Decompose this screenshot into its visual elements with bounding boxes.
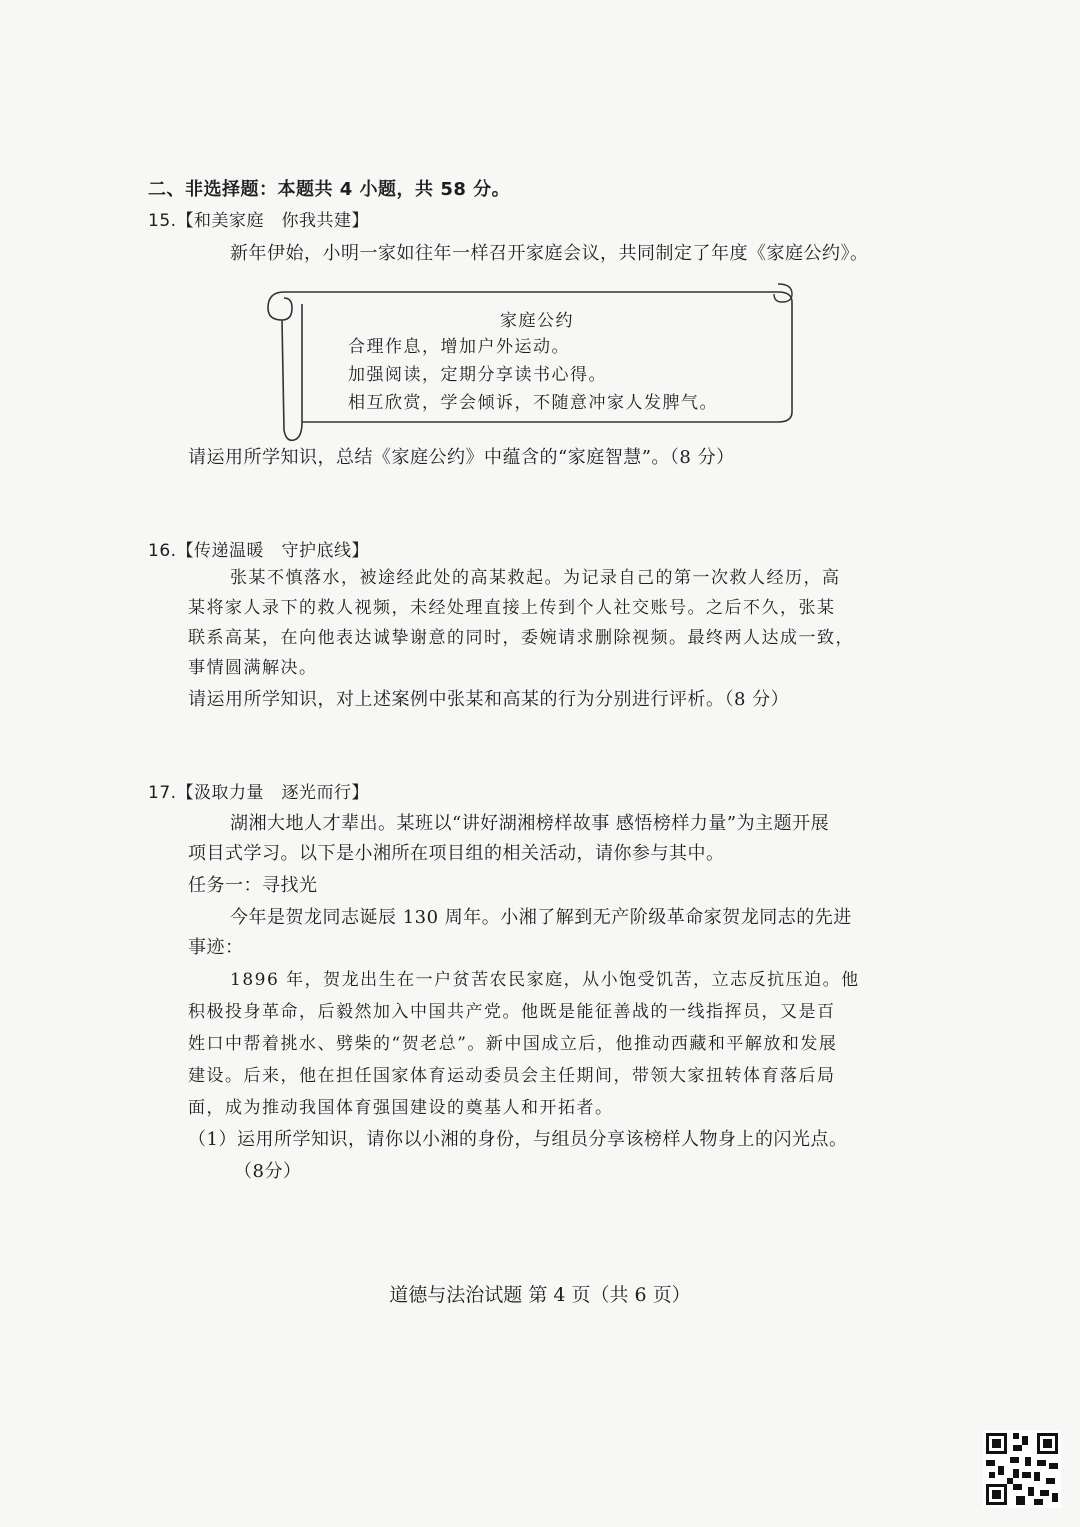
- story-line: 建设。后来，他在担任国家体育运动委员会主任期间，带领大家扭转体育落后局: [188, 1066, 836, 1086]
- task-one-text-line: 事迹：: [188, 937, 244, 958]
- story-line: 面，成为推动我国体育强国建设的奠基人和开拓者。: [188, 1098, 614, 1118]
- question-15-number: 15.: [148, 211, 177, 231]
- scroll-item: 相互欣赏，学会倾诉，不随意冲家人发脾气。: [348, 393, 718, 413]
- family-convention-scroll: [262, 280, 802, 445]
- question-16-number: 16.: [148, 541, 177, 561]
- question-17-intro-line: 项目式学习。以下是小湘所在项目组的相关活动，请你参与其中。: [188, 843, 725, 864]
- sub-question-1-line: （8分）: [234, 1161, 302, 1182]
- question-17-number: 17.: [148, 783, 177, 803]
- qr-code-icon: [983, 1430, 1061, 1508]
- story-line: 积极投身革命，后毅然加入中国共产党。他既是能征善战的一线指挥员，又是百: [188, 1002, 836, 1022]
- question-16-text-line: 某将家人录下的救人视频，未经处理直接上传到个人社交账号。之后不久，张某: [188, 598, 836, 618]
- sub-question-1-line: （1）运用所学知识，请你以小湘的身份，与组员分享该榜样人物身上的闪光点。: [188, 1129, 848, 1150]
- page-footer: 道德与法治试题 第 4 页（共 6 页）: [389, 1284, 691, 1306]
- task-one-text-line: 今年是贺龙同志诞辰 130 周年。小湘了解到无产阶级革命家贺龙同志的先进: [230, 907, 852, 928]
- question-15-theme: 【和美家庭 你我共建】: [176, 211, 370, 231]
- question-16-text-line: 张某不慎落水，被途经此处的高某救起。为记录自己的第一次救人经历，高: [230, 568, 841, 588]
- question-16-text-line: 事情圆满解决。: [188, 658, 318, 678]
- question-15-header: [148, 206, 369, 235]
- scroll-title: 家庭公约: [500, 311, 574, 331]
- story-line: 1896 年，贺龙出生在一户贫苦农民家庭，从小饱受饥苦，立志反抗压迫。他: [230, 970, 860, 990]
- question-16-text-line: 联系高某，在向他表达诚挚谢意的同时，委婉请求删除视频。最终两人达成一致，: [188, 628, 854, 648]
- section-title: 二、非选择题：本题共 4 小题，共 58 分。: [148, 179, 511, 200]
- question-17-theme: 【汲取力量 逐光而行】: [176, 783, 370, 803]
- question-17-header: [148, 778, 369, 807]
- scroll-item: 合理作息，增加户外运动。: [348, 337, 570, 357]
- question-16-header: [148, 536, 369, 565]
- question-17-intro-line: 湖湘大地人才辈出。某班以“讲好湖湘榜样故事 感悟榜样力量”为主题开展: [230, 813, 830, 834]
- question-16-prompt: 请运用所学知识，对上述案例中张某和高某的行为分别进行评析。（8 分）: [188, 689, 790, 710]
- task-one-label: 任务一：寻找光: [188, 875, 318, 896]
- story-line: 姓口中帮着挑水、劈柴的“贺老总”。新中国成立后，他推动西藏和平解放和发展: [188, 1034, 838, 1054]
- question-15-intro: 新年伊始，小明一家如往年一样召开家庭会议，共同制定了年度《家庭公约》。: [230, 243, 869, 264]
- question-15-prompt: 请运用所学知识，总结《家庭公约》中蕴含的“家庭智慧”。（8 分）: [188, 447, 735, 468]
- scroll-item: 加强阅读，定期分享读书心得。: [348, 365, 607, 385]
- question-16-theme: 【传递温暖 守护底线】: [176, 541, 370, 561]
